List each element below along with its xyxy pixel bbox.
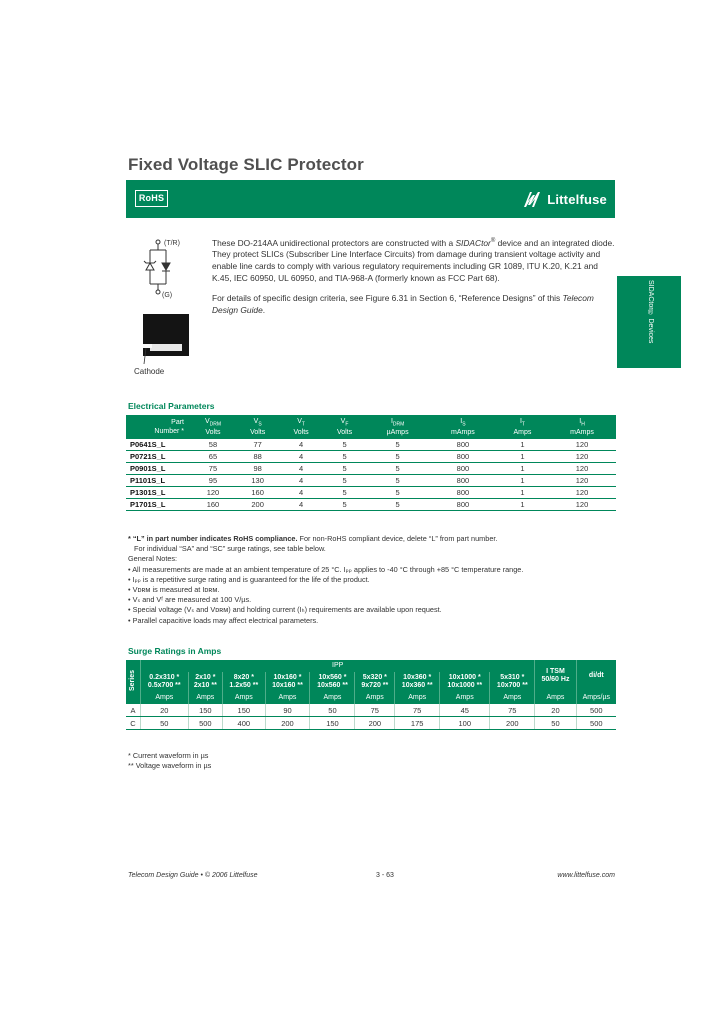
table-cell: 4 xyxy=(279,475,322,487)
table-cell: 58 xyxy=(190,439,236,451)
notes xyxy=(128,534,608,626)
schematic-diagram xyxy=(138,236,190,300)
table-cell: 200 xyxy=(236,499,279,511)
header-subscript: H xyxy=(581,421,585,428)
package-lead xyxy=(150,344,182,351)
note-text: Vᴅʀᴍ is measured at Iᴅʀᴍ. xyxy=(132,585,220,595)
column-header xyxy=(279,415,322,439)
part-number-cell: P0901S_L xyxy=(126,463,190,475)
part-number-cell: P1101S_L xyxy=(126,475,190,487)
table-cell: 65 xyxy=(190,451,236,463)
table-cell: 120 xyxy=(548,451,616,463)
part-number-cell: P0641S_L xyxy=(126,439,190,451)
note-item xyxy=(128,595,608,605)
waveform-header xyxy=(188,672,223,692)
table-cell: 5 xyxy=(366,463,429,475)
header-unit: Volts xyxy=(336,428,353,436)
header-symbol: I xyxy=(460,418,463,425)
table-cell: 150 xyxy=(223,704,265,717)
table-cell: 50 xyxy=(141,717,189,730)
intro-p2-end: . xyxy=(262,304,266,315)
table-cell: 4 xyxy=(279,451,322,463)
note-text: Iₚₚ is a repetitive surge rating and is guaranteed for the life of the product. xyxy=(132,574,370,584)
table-cell: 95 xyxy=(190,475,236,487)
table-cell: 1 xyxy=(497,475,548,487)
table-cell: 150 xyxy=(188,704,223,717)
itsm-freq: 50/60 Hz xyxy=(541,676,570,683)
unit-header: Amps xyxy=(223,692,265,704)
table-row xyxy=(126,704,616,717)
table-cell: 88 xyxy=(236,451,279,463)
waveform-header xyxy=(490,672,535,692)
table-cell: 90 xyxy=(265,704,310,717)
table-cell: 5 xyxy=(323,487,366,499)
note-item xyxy=(128,605,608,615)
header-symbol: V xyxy=(253,418,259,425)
current-waveform: 10x560 * xyxy=(318,673,347,681)
table-cell: 45 xyxy=(440,704,490,717)
header-unit: Volts xyxy=(250,428,266,436)
unit-header: Amps xyxy=(490,692,535,704)
table-cell: 130 xyxy=(236,475,279,487)
header-subscript: S xyxy=(462,421,466,428)
current-waveform: 5x310 * xyxy=(500,673,525,681)
table-cell: 120 xyxy=(548,499,616,511)
table-cell: 120 xyxy=(548,439,616,451)
voltage-waveform: 1.2x50 ** xyxy=(229,682,259,689)
header-symbol: V xyxy=(340,418,346,425)
unit-header: Amps xyxy=(440,692,490,704)
header-unit: Number * xyxy=(154,427,184,435)
bullet-icon: • xyxy=(128,564,133,574)
footer-left: Telecom Design Guide • © 2006 Littelfuse xyxy=(128,872,258,879)
rohs-note-rest: For non-RoHS compliant device, delete “L” from part number. xyxy=(297,534,498,543)
table-cell: 5 xyxy=(323,451,366,463)
header-unit: mAmps xyxy=(570,428,594,436)
unit-header: Amps xyxy=(188,692,223,704)
cathode-label: Cathode xyxy=(134,367,165,376)
header-symbol: Part xyxy=(171,419,184,427)
unit-header: Amps xyxy=(355,692,395,704)
table-cell: 4 xyxy=(279,463,322,475)
table-cell: 160 xyxy=(190,499,236,511)
bullet-icon: • xyxy=(128,574,133,584)
footer-url[interactable]: www.littelfuse.com xyxy=(557,872,615,879)
table-cell: 5 xyxy=(366,499,429,511)
design-guide-title: Telecom Design Guide xyxy=(212,293,594,315)
voltage-waveform: 10x700 ** xyxy=(496,682,528,689)
note-item xyxy=(128,585,608,595)
table-cell: 5 xyxy=(323,499,366,511)
voltage-waveform: 10x160 ** xyxy=(272,682,303,689)
column-header xyxy=(366,415,429,439)
table-row xyxy=(126,499,616,511)
bullet-icon: • xyxy=(128,595,133,605)
table-cell: 800 xyxy=(429,439,497,451)
part-number-cell: P1701S_L xyxy=(126,499,190,511)
current-waveform: 10x360 * xyxy=(403,673,432,681)
current-waveform: 8x20 * xyxy=(233,673,254,681)
waveform-header xyxy=(440,672,490,692)
header-symbol: V xyxy=(297,418,302,425)
waveform-header xyxy=(395,672,440,692)
note-item xyxy=(128,565,608,575)
electrical-parameters-table xyxy=(126,415,616,511)
waveform-header xyxy=(355,672,395,692)
header-symbol: V xyxy=(204,418,210,425)
table-cell: 120 xyxy=(548,475,616,487)
header-unit: Volts xyxy=(205,428,221,436)
header-subscript: T xyxy=(521,421,525,428)
littelfuse-mark-icon xyxy=(523,190,543,208)
table-row xyxy=(126,439,616,451)
table-cell: 75 xyxy=(395,704,440,717)
column-header xyxy=(497,415,548,439)
header-unit: mAmps xyxy=(451,428,475,436)
note-item xyxy=(128,616,608,626)
table-cell: 800 xyxy=(429,487,497,499)
header-symbol: I xyxy=(519,418,522,425)
note-text: Special voltage (Vₛ and Vᴅʀᴍ) and holding current (Iₕ) requirements are available upon request. xyxy=(132,605,442,615)
current-waveform-note: * Current waveform in µs xyxy=(128,751,209,760)
intro-p1-rest: device and an integrated diode. They protect SLICs (Subscriber Line Interface Circuits) from damage during transient voltage activity and enable line cards to comply with various regulatory requirements including GR 1089, ITU K.20, K.21 and K.45, IEC 60950, UL 60950, and TIA-968-A (formerly known as FCC Part 68). xyxy=(212,237,615,283)
didt-header: di/dt xyxy=(576,660,616,692)
table-cell: 200 xyxy=(265,717,310,730)
cathode-band xyxy=(143,344,152,348)
column-header xyxy=(190,415,236,439)
ipp-header-row xyxy=(126,660,616,672)
current-waveform: 0.2x310 * xyxy=(149,673,180,681)
rohs-badge: RoHS xyxy=(135,190,168,207)
header-unit: Amps xyxy=(513,428,532,436)
header-banner xyxy=(126,180,615,218)
littelfuse-logo[interactable] xyxy=(523,188,607,210)
schematic-symbol xyxy=(144,240,170,294)
note-text: Vₛ and Vᶠ are measured at 100 V/µs. xyxy=(132,595,252,605)
series-cell: C xyxy=(126,717,141,730)
current-waveform: 10x160 * xyxy=(273,673,302,681)
table-cell: 120 xyxy=(190,487,236,499)
page-number: 3 - 63 xyxy=(376,872,394,879)
intro-paragraph-1 xyxy=(212,236,617,284)
series-label: Series xyxy=(128,669,136,691)
table-cell: 4 xyxy=(279,487,322,499)
table-row xyxy=(126,487,616,499)
voltage-waveform: 9x720 ** xyxy=(361,682,389,689)
table-cell: 5 xyxy=(366,451,429,463)
table-cell: 20 xyxy=(535,704,576,717)
header-subscript: T xyxy=(301,421,305,428)
ipp-header: IPP xyxy=(141,660,535,672)
footnotes xyxy=(128,751,211,771)
unit-header: Amps/µs xyxy=(576,692,616,704)
note-text: Parallel capacitive loads may affect electrical parameters. xyxy=(132,615,319,625)
table-cell: 175 xyxy=(395,717,440,730)
voltage-waveform: 10x360 ** xyxy=(401,682,433,689)
table-cell: 200 xyxy=(355,717,395,730)
column-header xyxy=(429,415,497,439)
intro-paragraph-2 xyxy=(212,293,617,316)
unit-header-row xyxy=(126,692,616,704)
table-cell: 5 xyxy=(323,475,366,487)
unit-header: Amps xyxy=(141,692,189,704)
sa-sc-note: For individual “SA” and “SC” surge ratings, see table below. xyxy=(134,544,326,554)
table-cell: 200 xyxy=(490,717,535,730)
waveform-header xyxy=(141,672,189,692)
registered-mark: ® xyxy=(490,238,496,244)
table-cell: 50 xyxy=(310,704,355,717)
table-cell: 500 xyxy=(188,717,223,730)
header-subscript: DRM xyxy=(209,421,221,428)
table-cell: 800 xyxy=(429,499,497,511)
itsm-label: I TSM xyxy=(546,667,565,675)
table-cell: 1 xyxy=(497,499,548,511)
side-tab[interactable] xyxy=(617,276,681,368)
note-item xyxy=(128,575,608,585)
header-subscript: F xyxy=(345,421,349,428)
bullet-icon: • xyxy=(128,615,133,625)
bullet-icon: • xyxy=(128,585,133,595)
rohs-note-bold: * “L” in part number indicates RoHS compliance. xyxy=(128,534,298,543)
header-unit: Volts xyxy=(293,428,309,436)
intro-p2-text: For details of specific design criteria, see Figure 6.31 in Section 6, “Reference Designs” of this xyxy=(212,293,563,304)
table-cell: 120 xyxy=(548,487,616,499)
table-cell: 1 xyxy=(497,463,548,475)
table-cell: 5 xyxy=(323,439,366,451)
waveform-header xyxy=(223,672,265,692)
table-cell: 120 xyxy=(548,463,616,475)
table-cell: 50 xyxy=(535,717,576,730)
intro-p1-text: These DO-214AA unidirectional protectors are constructed with a xyxy=(212,237,456,248)
voltage-waveform: 0.5x700 ** xyxy=(147,682,181,689)
table-cell: 150 xyxy=(310,717,355,730)
voltage-waveform-note: ** Voltage waveform in µs xyxy=(128,761,212,770)
part-number-cell: P1301S_L xyxy=(126,487,190,499)
column-header xyxy=(236,415,279,439)
sidactor-brand: SIDACtor xyxy=(455,237,491,248)
table-cell: 4 xyxy=(279,499,322,511)
surge-ratings-table xyxy=(126,660,616,730)
table-cell: 500 xyxy=(576,717,616,730)
table-cell: 160 xyxy=(236,487,279,499)
itsm-header xyxy=(535,660,576,692)
table-row xyxy=(126,463,616,475)
series-cell: A xyxy=(126,704,141,717)
table-cell: 800 xyxy=(429,451,497,463)
header-subscript: DRM xyxy=(392,421,405,428)
table-cell: 1 xyxy=(497,451,548,463)
unit-header: Amps xyxy=(310,692,355,704)
page-title: Fixed Voltage SLIC Protector xyxy=(128,155,364,174)
header-symbol: I xyxy=(390,418,393,425)
current-waveform: 10x1000 * xyxy=(448,673,481,681)
table-header-row xyxy=(126,415,616,439)
general-notes-title: General Notes: xyxy=(128,554,178,564)
table-cell: 400 xyxy=(223,717,265,730)
table-cell: 800 xyxy=(429,475,497,487)
table-row xyxy=(126,475,616,487)
column-header xyxy=(323,415,366,439)
table-cell: 1 xyxy=(497,487,548,499)
rohs-note xyxy=(128,534,608,544)
logo-text: Littelfuse xyxy=(547,191,607,207)
table-cell: 77 xyxy=(236,439,279,451)
waveform-header xyxy=(310,672,355,692)
table-cell: 1 xyxy=(497,439,548,451)
header-unit: µAmps xyxy=(386,428,409,436)
table-cell: 5 xyxy=(366,487,429,499)
waveform-header xyxy=(265,672,310,692)
table-cell: 5 xyxy=(366,475,429,487)
table-cell: 20 xyxy=(141,704,189,717)
table-cell: 75 xyxy=(190,463,236,475)
terminal-top-label: (T/R) xyxy=(164,240,180,247)
package-drawing xyxy=(138,310,196,366)
unit-header: Amps xyxy=(395,692,440,704)
current-waveform: 5x320 * xyxy=(362,673,387,681)
note-text: All measurements are made at an ambient temperature of 25 °C. Iₚₚ applies to -40 °C through +85 °C temperature range. xyxy=(132,564,524,574)
intro-text xyxy=(212,236,617,325)
current-waveform: 2x10 * xyxy=(195,673,216,681)
terminal-bottom-label: (G) xyxy=(162,292,173,299)
table-cell: 500 xyxy=(576,704,616,717)
surge-ratings-title: Surge Ratings in Amps xyxy=(128,646,222,656)
header-symbol: I xyxy=(579,418,582,425)
table-row xyxy=(126,717,616,730)
bullet-icon: • xyxy=(128,605,133,615)
table-cell: 100 xyxy=(440,717,490,730)
voltage-waveform: 2x10 ** xyxy=(193,682,217,689)
table-cell: 75 xyxy=(490,704,535,717)
header-subscript: S xyxy=(258,421,262,428)
column-header xyxy=(548,415,616,439)
table-cell: 4 xyxy=(279,439,322,451)
voltage-waveform: 10x560 ** xyxy=(317,682,348,689)
table-cell: 75 xyxy=(355,704,395,717)
table-cell: 5 xyxy=(323,463,366,475)
series-header xyxy=(126,660,141,704)
voltage-waveform: 10x1000 ** xyxy=(447,682,483,689)
part-number-cell: P0721S_L xyxy=(126,451,190,463)
side-tab-label: SIDACtor® Devices xyxy=(647,280,654,344)
unit-header: Amps xyxy=(265,692,310,704)
table-cell: 5 xyxy=(366,439,429,451)
column-header xyxy=(126,415,190,439)
electrical-parameters-title: Electrical Parameters xyxy=(128,401,215,411)
table-cell: 800 xyxy=(429,463,497,475)
table-row xyxy=(126,451,616,463)
general-notes-list xyxy=(128,565,608,626)
unit-header: Amps xyxy=(535,692,576,704)
table-cell: 98 xyxy=(236,463,279,475)
